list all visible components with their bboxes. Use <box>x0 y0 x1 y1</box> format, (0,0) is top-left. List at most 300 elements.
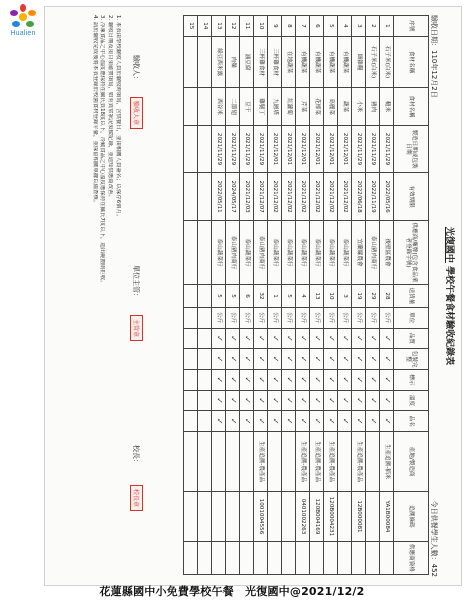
table-cell: 2022/05/11 <box>212 173 226 221</box>
check-cell <box>310 390 324 411</box>
header-cell: 產地/製造商 <box>394 432 429 492</box>
check-mark-icon: ✓ <box>326 397 336 404</box>
table-cell: 有機蔬菜 <box>324 36 338 88</box>
check-cell <box>226 328 240 349</box>
check-mark-icon: ✓ <box>242 417 252 425</box>
table-cell: 泰山豬肉商行 <box>366 220 380 284</box>
table-cell: 糙米 <box>380 88 394 125</box>
header-cell: 包裝完整 <box>394 349 429 370</box>
check-mark-icon: ✓ <box>270 397 280 404</box>
table-cell: 14 <box>198 16 212 37</box>
table-cell <box>198 307 212 328</box>
table-cell: 2021/11/29 <box>380 125 394 173</box>
table-cell <box>338 541 352 574</box>
check-mark-icon: ✓ <box>354 376 364 384</box>
table-cell: 三杯雞食材 <box>268 36 282 88</box>
check-cell <box>352 349 366 370</box>
table-cell: 綠豆西米露 <box>212 36 226 88</box>
check-cell <box>366 411 380 432</box>
table-cell <box>212 432 226 492</box>
table-cell: 芹菜 <box>296 88 310 125</box>
check-cell <box>366 390 380 411</box>
table-cell: 豬肉 <box>366 88 380 125</box>
check-cell <box>338 411 352 432</box>
table-cell: 0401002263 <box>296 492 310 542</box>
check-cell <box>212 390 226 411</box>
table-cell: 2021/12/01 <box>324 125 338 173</box>
table-cell: 2021/12/07 <box>254 173 268 221</box>
header-cell: 供應商/廠牌(包含食品業者登錄字號) <box>394 220 429 284</box>
student-count: 今日供餐學生人數：452 <box>430 500 438 577</box>
check-cell <box>296 328 310 349</box>
notes-section <box>90 15 121 575</box>
table-row <box>338 16 352 575</box>
table-cell <box>240 541 254 574</box>
table-cell: 2021/12/01 <box>338 125 352 173</box>
table-cell: 生產追溯-農產品 <box>296 432 310 492</box>
check-cell <box>254 369 268 390</box>
note-line: 3. 冷凍食品之中心溫度應保持在攝氏負18度以下，冷藏食品之中心溫度應保持在攝氏7度以下，超出範圍則拒收。 <box>99 15 106 286</box>
table-cell: 19 <box>352 285 366 308</box>
table-cell: 雞腿丁 <box>254 88 268 125</box>
table-cell: 九層塔 <box>268 88 282 125</box>
check-cell <box>366 328 380 349</box>
check-cell <box>338 328 352 349</box>
check-mark-icon: ✓ <box>228 355 238 363</box>
table-cell: 12B000081 <box>352 492 366 542</box>
check-cell <box>184 369 198 390</box>
check-cell <box>366 349 380 370</box>
table-row <box>268 16 282 575</box>
table-cell: 6 <box>240 285 254 308</box>
table-cell: 2021/12/01 <box>310 125 324 173</box>
check-mark-icon: ✓ <box>284 355 294 363</box>
table-cell: 生產追溯-農產品 <box>324 432 338 492</box>
check-cell <box>338 390 352 411</box>
check-mark-icon: ✓ <box>382 417 392 425</box>
header-cell: 有效期限 <box>394 173 429 221</box>
check-mark-icon: ✓ <box>228 417 238 425</box>
table-cell: 2021/11/29 <box>226 125 240 173</box>
table-cell <box>324 541 338 574</box>
table-cell: 3 <box>338 285 352 308</box>
table-cell: 2021/11/29 <box>212 125 226 173</box>
check-mark-icon: ✓ <box>284 397 294 404</box>
table-cell <box>184 492 198 542</box>
table-cell: 泰山蔬菜行 <box>296 220 310 284</box>
table-cell: 13 <box>310 285 324 308</box>
table-cell <box>352 541 366 574</box>
check-mark-icon: ✓ <box>284 376 294 384</box>
table-cell: 2021/12/02 <box>324 173 338 221</box>
check-cell <box>226 390 240 411</box>
table-cell: 4 <box>338 16 352 37</box>
check-mark-icon: ✓ <box>214 376 224 384</box>
table-cell: 高麗菜 <box>324 88 338 125</box>
header-cell: 製造日期或包裝日期 <box>394 125 429 173</box>
check-mark-icon: ✓ <box>368 397 378 404</box>
check-cell <box>212 369 226 390</box>
table-cell <box>198 125 212 173</box>
table-cell: 三杯雞食材 <box>254 36 268 88</box>
table-cell: 泰山蔬菜行 <box>268 220 282 284</box>
table-cell: 2021/12/01 <box>268 125 282 173</box>
table-cell: 石子米(白米) <box>380 36 394 88</box>
director-label: 單位主管： <box>132 265 140 300</box>
table-cell: 5 <box>212 285 226 308</box>
check-cell <box>352 390 366 411</box>
logo-text: Hualien <box>10 30 36 37</box>
check-cell <box>282 390 296 411</box>
check-mark-icon: ✓ <box>340 417 350 425</box>
table-cell: 8 <box>282 16 296 37</box>
table-cell: 29 <box>366 285 380 308</box>
check-cell <box>226 411 240 432</box>
check-cell <box>324 369 338 390</box>
check-cell <box>366 369 380 390</box>
table-row <box>212 16 226 575</box>
table-cell: 12 <box>226 16 240 37</box>
table-row <box>310 16 324 575</box>
table-cell <box>366 541 380 574</box>
check-cell <box>282 411 296 432</box>
table-cell: 1001004556 <box>254 492 268 542</box>
check-cell <box>240 411 254 432</box>
table-cell <box>198 173 212 221</box>
table-cell <box>198 541 212 574</box>
check-cell <box>240 390 254 411</box>
table-cell: 2021/12/02 <box>282 173 296 221</box>
table-cell <box>184 36 198 88</box>
check-cell <box>380 411 394 432</box>
check-cell <box>310 369 324 390</box>
check-cell <box>380 349 394 370</box>
table-cell: 2024/05/17 <box>226 173 240 221</box>
table-cell: 120B0004231 <box>324 492 338 542</box>
hualien-logo-icon <box>6 4 40 30</box>
check-mark-icon: ✓ <box>326 376 336 384</box>
check-mark-icon: ✓ <box>368 417 378 425</box>
table-cell <box>226 541 240 574</box>
table-cell: 10 <box>254 16 268 37</box>
table-cell <box>268 492 282 542</box>
inspection-table <box>183 15 429 575</box>
table-cell: 2022/05/16 <box>380 173 394 221</box>
table-cell: 2021/12/03 <box>240 173 254 221</box>
check-cell <box>240 328 254 349</box>
table-row <box>226 16 240 575</box>
header-cell: 品質 <box>394 328 429 349</box>
inspection-date: 驗收日期：110年12月2日 <box>430 15 438 98</box>
table-cell: 11 <box>240 16 254 37</box>
check-mark-icon: ✓ <box>354 397 364 404</box>
table-cell: 生產追溯-稻米 <box>380 432 394 492</box>
table-cell: 有機蔬菜 <box>310 36 324 88</box>
check-cell <box>184 390 198 411</box>
table-cell: 宜蘭縣農會 <box>352 220 366 284</box>
note-line: 4. 請於驗收完成後將本表登錄於校園食材登錄平臺，並保留相關單據以備查核。 <box>91 15 98 206</box>
table-cell: 公斤 <box>268 307 282 328</box>
document-title <box>444 7 457 585</box>
check-cell <box>310 411 324 432</box>
check-cell <box>254 411 268 432</box>
check-mark-icon: ✓ <box>298 397 308 404</box>
title-school: 光復國中 <box>444 226 454 263</box>
header-cell: 追溯條碼 <box>394 492 429 542</box>
check-cell <box>184 349 198 370</box>
table-cell: 28 <box>380 285 394 308</box>
table-cell: 2021/12/02 <box>338 173 352 221</box>
table-row <box>380 16 394 575</box>
table-row <box>366 16 380 575</box>
check-cell <box>324 411 338 432</box>
table-cell: 公斤 <box>380 307 394 328</box>
check-mark-icon: ✓ <box>242 355 252 363</box>
table-cell: 泰山蔬菜行 <box>338 220 352 284</box>
table-cell: 9 <box>268 16 282 37</box>
table-cell <box>184 173 198 221</box>
table-cell: 泰山豬肉商行 <box>254 220 268 284</box>
table-body <box>184 16 394 575</box>
table-cell: 2021/12/02 <box>268 173 282 221</box>
check-cell <box>380 390 394 411</box>
check-cell <box>324 390 338 411</box>
table-cell <box>282 492 296 542</box>
table-cell: 公斤 <box>282 307 296 328</box>
header-cell: 序號 <box>394 16 429 37</box>
principal-stamp: 校長章 <box>130 485 143 511</box>
table-cell: 15 <box>184 16 198 37</box>
check-cell <box>212 328 226 349</box>
check-mark-icon: ✓ <box>270 335 280 342</box>
check-mark-icon: ✓ <box>312 335 322 342</box>
check-mark-icon: ✓ <box>270 417 280 425</box>
check-mark-icon: ✓ <box>382 376 392 384</box>
check-cell <box>310 349 324 370</box>
check-cell <box>324 328 338 349</box>
table-cell: 6 <box>310 16 324 37</box>
check-mark-icon: ✓ <box>312 417 322 425</box>
check-cell <box>198 328 212 349</box>
table-cell <box>184 88 198 125</box>
table-cell: 公斤 <box>352 307 366 328</box>
check-mark-icon: ✓ <box>340 376 350 384</box>
check-cell <box>310 328 324 349</box>
check-cell <box>268 369 282 390</box>
check-mark-icon: ✓ <box>312 376 322 384</box>
table-cell: 2021/11/29 <box>366 125 380 173</box>
check-mark-icon: ✓ <box>326 355 336 363</box>
table-cell <box>212 541 226 574</box>
check-cell <box>352 411 366 432</box>
table-cell: 二節翅 <box>226 88 240 125</box>
check-mark-icon: ✓ <box>298 355 308 363</box>
table-cell: 2021/12/02 <box>296 173 310 221</box>
table-cell: 13 <box>212 16 226 37</box>
table-cell: 在地蔬菜 <box>282 36 296 88</box>
table-cell <box>226 492 240 542</box>
table-cell: 生產追溯-農產品 <box>352 432 366 492</box>
check-cell <box>352 369 366 390</box>
check-cell <box>296 390 310 411</box>
table-row <box>198 16 212 575</box>
check-mark-icon: ✓ <box>340 355 350 363</box>
note-line: 1. 本表由學校驗收人員於驗收時填寫，含供餐日，並由相關人員簽名；以保存6個月。 <box>115 15 121 220</box>
check-cell <box>268 349 282 370</box>
check-cell <box>198 349 212 370</box>
table-cell: 石子米(白米) <box>366 36 380 88</box>
table-cell: 生產追溯-農產品 <box>254 432 268 492</box>
receiver-label: 驗收人： <box>132 55 140 83</box>
check-cell <box>184 411 198 432</box>
table-row <box>254 16 268 575</box>
table-cell: 泰山蔬菜行 <box>212 220 226 284</box>
check-mark-icon: ✓ <box>326 335 336 342</box>
table-cell: 泰山蔬菜行 <box>310 220 324 284</box>
table-cell <box>184 307 198 328</box>
check-mark-icon: ✓ <box>270 355 280 363</box>
check-cell <box>212 349 226 370</box>
table-cell <box>296 541 310 574</box>
check-mark-icon: ✓ <box>228 397 238 404</box>
table-cell: 泰山蔬菜行 <box>282 220 296 284</box>
check-mark-icon: ✓ <box>256 397 266 404</box>
table-cell: 豆干 <box>240 88 254 125</box>
table-row <box>352 16 366 575</box>
principal-label: 校長： <box>132 445 140 466</box>
table-cell <box>268 541 282 574</box>
check-cell <box>240 349 254 370</box>
table-cell <box>240 432 254 492</box>
table-cell: 2021/12/02 <box>310 173 324 221</box>
table-cell <box>338 492 352 542</box>
table-cell <box>198 220 212 284</box>
table-cell: 10 <box>324 285 338 308</box>
table-cell: 紅蘿蔔 <box>282 88 296 125</box>
check-cell <box>352 328 366 349</box>
check-mark-icon: ✓ <box>256 376 266 384</box>
table-cell <box>226 432 240 492</box>
header-cell: 單位 <box>394 307 429 328</box>
table-cell: 1 <box>268 285 282 308</box>
table-cell: 小米 <box>352 88 366 125</box>
table-cell: 有機蔬菜 <box>296 36 310 88</box>
check-cell <box>226 369 240 390</box>
check-mark-icon: ✓ <box>312 355 322 363</box>
table-row <box>282 16 296 575</box>
check-mark-icon: ✓ <box>354 335 364 342</box>
check-mark-icon: ✓ <box>340 335 350 342</box>
table-cell: 公斤 <box>338 307 352 328</box>
table-cell: 公斤 <box>296 307 310 328</box>
header-cell: 食材名稱 <box>394 88 429 125</box>
check-mark-icon: ✓ <box>270 376 280 384</box>
check-cell <box>268 390 282 411</box>
receiver-stamp: 驗收人章 <box>130 97 143 129</box>
check-cell <box>282 349 296 370</box>
table-cell: 公斤 <box>240 307 254 328</box>
check-cell <box>254 349 268 370</box>
table-cell <box>282 432 296 492</box>
table-cell: 2021/11/29 <box>240 125 254 173</box>
table-cell: 2021/11/29 <box>254 125 268 173</box>
check-mark-icon: ✓ <box>312 397 322 404</box>
check-mark-icon: ✓ <box>326 417 336 425</box>
table-cell <box>184 432 198 492</box>
check-mark-icon: ✓ <box>256 355 266 363</box>
check-mark-icon: ✓ <box>228 335 238 342</box>
check-mark-icon: ✓ <box>214 355 224 363</box>
check-cell <box>198 411 212 432</box>
table-cell: 2021/12/01 <box>282 125 296 173</box>
table-cell: 公斤 <box>310 307 324 328</box>
table-cell <box>184 125 198 173</box>
check-mark-icon: ✓ <box>368 355 378 363</box>
check-cell <box>212 411 226 432</box>
check-mark-icon: ✓ <box>242 376 252 384</box>
table-cell <box>184 285 198 308</box>
table-cell <box>184 541 198 574</box>
check-cell <box>240 369 254 390</box>
table-cell: 泰山蔬菜行 <box>324 220 338 284</box>
check-cell <box>184 328 198 349</box>
table-cell: YA1B00084 <box>380 492 394 542</box>
check-cell <box>338 349 352 370</box>
rotated-document <box>45 7 461 585</box>
header-cell: 供應商資格 <box>394 541 429 574</box>
table-cell: 公斤 <box>324 307 338 328</box>
table-row <box>184 16 198 575</box>
check-cell <box>268 328 282 349</box>
table-cell: 7 <box>296 16 310 37</box>
table-cell: 4 <box>296 285 310 308</box>
table-cell: 後壁區農會 <box>380 220 394 284</box>
table-row <box>240 16 254 575</box>
table-cell <box>198 36 212 88</box>
check-mark-icon: ✓ <box>298 335 308 342</box>
check-mark-icon: ✓ <box>256 417 266 425</box>
check-cell <box>254 390 268 411</box>
table-cell: 公斤 <box>226 307 240 328</box>
table-cell <box>338 432 352 492</box>
table-cell: 公斤 <box>212 307 226 328</box>
table-cell <box>254 541 268 574</box>
table-cell: 2022/06/18 <box>352 173 366 221</box>
check-mark-icon: ✓ <box>382 397 392 404</box>
table-cell: 2021/11/29 <box>352 125 366 173</box>
check-mark-icon: ✓ <box>340 397 350 404</box>
table-cell: 2021/12/01 <box>296 125 310 173</box>
table-cell: 生產追溯-農產品 <box>310 432 324 492</box>
check-cell <box>268 411 282 432</box>
table-row <box>296 16 310 575</box>
header-cell: 食材名稱 <box>394 36 429 88</box>
table-cell <box>198 88 212 125</box>
check-cell <box>226 349 240 370</box>
table-cell: 花椰菜 <box>310 88 324 125</box>
check-mark-icon: ✓ <box>382 335 392 342</box>
table-cell: 5 <box>324 16 338 37</box>
inspection-record-sheet <box>44 6 462 586</box>
table-cell: 5 <box>226 285 240 308</box>
check-cell <box>282 369 296 390</box>
check-mark-icon: ✓ <box>242 335 252 342</box>
table-row <box>324 16 338 575</box>
check-mark-icon: ✓ <box>298 376 308 384</box>
check-mark-icon: ✓ <box>368 376 378 384</box>
table-cell: 2022/11/19 <box>366 173 380 221</box>
check-cell <box>338 369 352 390</box>
